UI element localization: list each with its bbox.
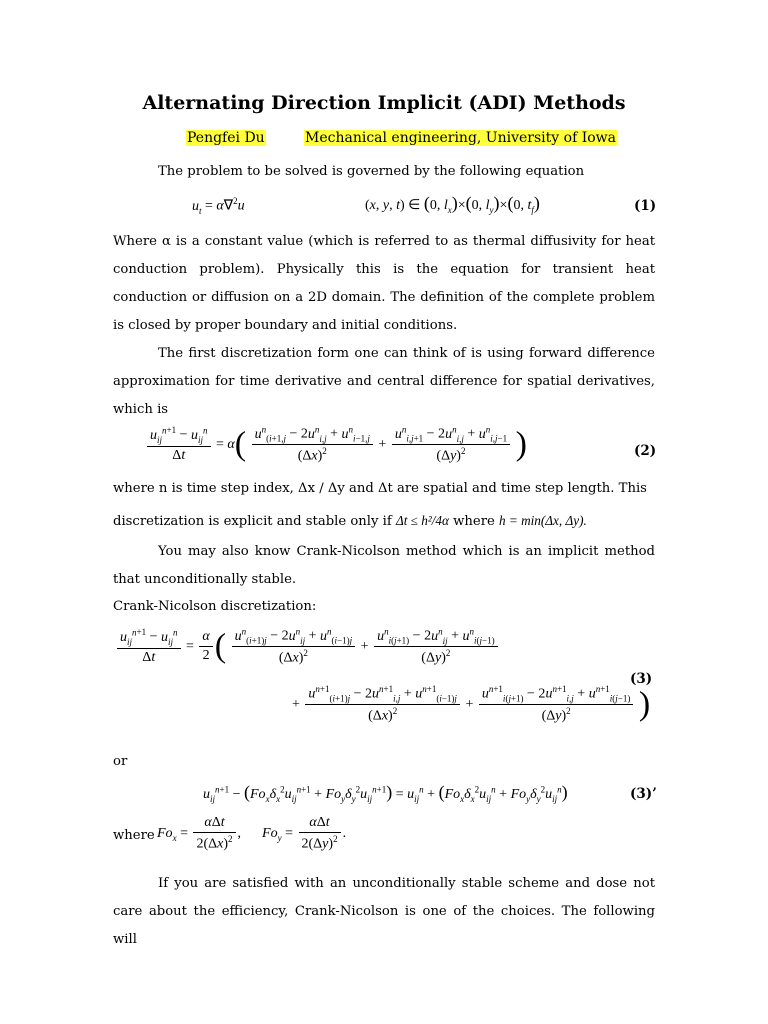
paragraph-5: If you are satisfied with an unconditionally stable scheme and dose not care about the efficiency, Crank-Nicolson is one of the choices. The following will xyxy=(113,876,655,947)
paragraph-1: Where α is a constant value (which is referred to as thermal diffusivity for heat conduction problem). Physically this is the equation for transient heat conduction or diffusion on a 2D domain. The definition of the complete problem is closed by proper boundary and initial conditions. xyxy=(113,234,655,333)
paragraph-3b-mid: where xyxy=(453,514,495,529)
equation-3-line-1: $\frac{u_{ij}^{n+1} - u_{ij}^n}{\Delta t}$ = $\frac{\alpha}{2}$ ( $\frac{u^n_{(i+1)j} - 2u^n_{ij} + u^n_{(i-1)j}}{(\Delta x)^2}$ + $\frac{u^n_{i(j+1)} - 2u^n_{ij} + u^n_{i(j-1)}}{(\Delta y)^2}$ xyxy=(115,626,500,667)
h-definition: h = min(Δx, Δy). xyxy=(499,513,587,528)
page-title: Alternating Direction Implicit (ADI) Methods xyxy=(142,92,626,114)
equation-3-line-2: + $\frac{u^{n+1}_{(i+1)j} - 2u^{n+1}_{i,j} + u^{n+1}_{(i-1)j}}{(\Delta x)^2}$ + $\frac{u^{n+1}_{i(j+1)} - 2u^{n+1}_{i,j} + u^{n+1}_{i(j-1)}}{(\Delta y)^2}$ ) xyxy=(292,684,651,725)
equation-3-prime: $u_{ij}^{n+1} - (Fo_x\delta_x^2u_{ij}^{n+1} + Fo_y\delta_y^2u_{ij}^{n+1}) = u_{ij}^n + (Fo_x\delta_x^2u_{ij}^n + Fo_y\delta_y^2u_{ij}^n)$ xyxy=(203,782,568,804)
equation-1-domain: (x, y, t) ∈ (0, $l_x)\times(0$, $l_y)\times(0$, $t_f$) xyxy=(365,193,540,215)
paragraph-3a: where n is time step index, Δx / Δy and Δt are spatial and time step length. This xyxy=(113,481,647,496)
crank-nicolson-label: Crank-Nicolson discretization: xyxy=(113,599,317,614)
paragraph-3b-pre: discretization is explicit and stable only if xyxy=(113,514,392,529)
equation-2-label: (2) xyxy=(634,443,657,459)
author-affiliation: Mechanical engineering, University of Iowa xyxy=(305,130,616,146)
intro-text: The problem to be solved is governed by the following equation xyxy=(158,164,585,179)
paragraph-4: You may also know Crank-Nicolson method which is an implicit method that unconditionally stable. xyxy=(113,544,655,587)
equation-3-prime-label: (3)’ xyxy=(630,786,657,802)
fourier-number-definitions: $Fo_x$ = $\frac{\text{αΔt}}{2(\Delta x)^2}$ , $Fo_y$ = $\frac{\text{αΔt}}{2(\Delta y)^2}$ . xyxy=(157,815,347,852)
where-text: where xyxy=(113,828,155,843)
author-name: Pengfei Du xyxy=(187,130,265,146)
equation-1-lhs: $u_t = \alpha\nabla^2u$ xyxy=(192,196,245,216)
equation-2: $\frac{u_{ij}^{n+1} - u_{ij}^n}{\Delta t}$ = α( $\frac{u^n_{(i+1,j} - 2u^n_{i,j} + u^n_{i-1,j}}{(\Delta x)^2}$ + $\frac{u^n_{i,j+1} - 2u^n_{i,j} + u^n_{i,j-1}}{(\Delta y)^2}$ ) xyxy=(145,424,527,465)
equation-1-label: (1) xyxy=(634,198,657,214)
or-text: or xyxy=(113,754,128,769)
equation-3-label: (3) xyxy=(630,671,653,687)
stability-condition: Δt ≤ h²/4α xyxy=(395,513,449,528)
paragraph-3b xyxy=(113,507,655,536)
paragraph-2: The first discretization form one can think of is using forward difference approximation for time derivative and central difference for spatial derivatives, which is xyxy=(113,346,655,417)
